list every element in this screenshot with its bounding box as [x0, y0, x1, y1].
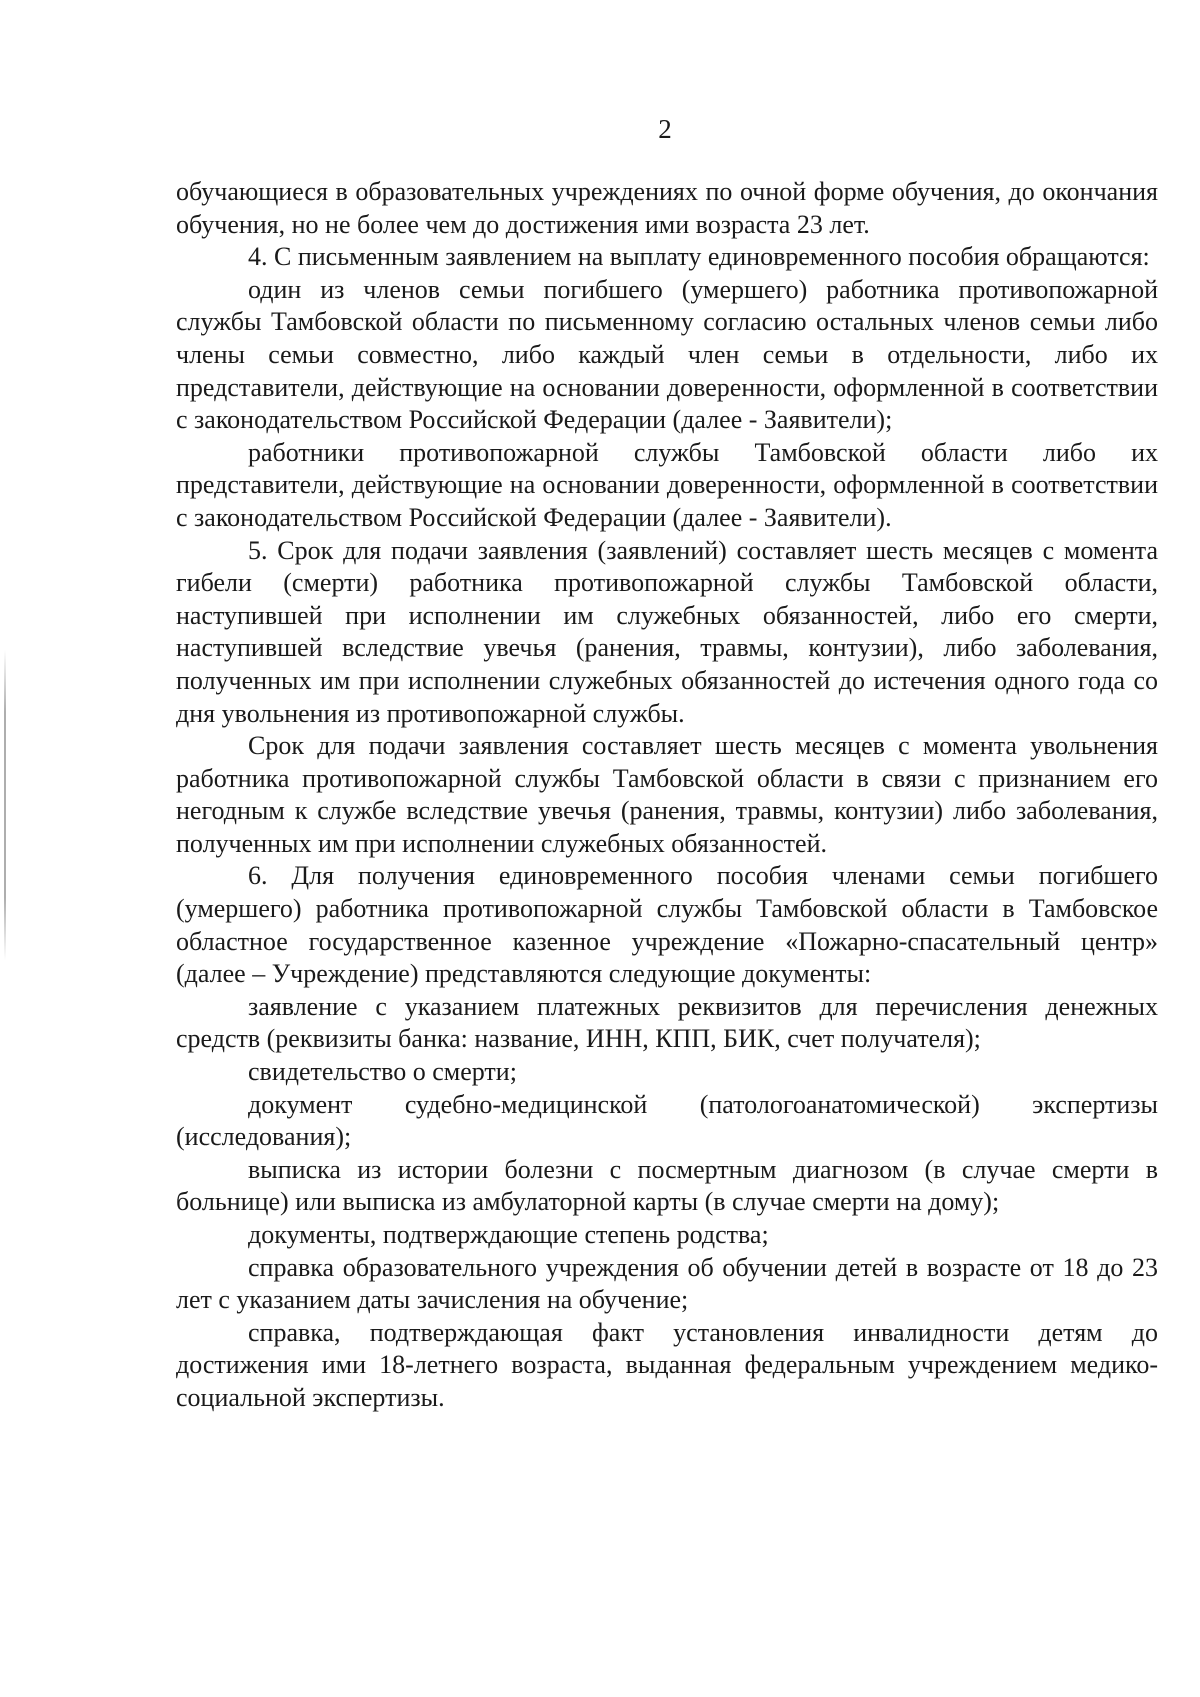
paragraph-workers: работники противопожарной службы Тамбовской области либо их представители, действующие на основании доверенности, оформленной в соответствии с законодательством Российской Федерации (далее - Заявители).	[176, 437, 1158, 532]
list-item-education-certificate: справка образовательного учреждения об обучении детей в возрасте от 18 до 23 лет с указанием даты зачисления на обучение;	[176, 1252, 1158, 1315]
paragraph-item-5: 5. Срок для подачи заявления (заявлений) составляет шесть месяцев с момента гибели (смерти) работника противопожарной службы Тамбовской области, наступившей при исполнении им служебных обязанностей, либо его смерти, наступившей вследствие увечья (ранения, травмы, контузии), либо заболевания, полученных им при исполнении служебных обязанностей до истечения одного года со дня увольнения из противопожарной службы.	[176, 535, 1158, 728]
list-item-medical-extract: выписка из истории болезни с посмертным диагнозом (в случае смерти в больнице) или выписка из амбулаторной карты (в случае смерти на дому);	[176, 1154, 1158, 1217]
paragraph-item-4: 4. С письменным заявлением на выплату единовременного пособия обращаются:	[248, 242, 1150, 272]
list-item-forensic-document: документ судебно-медицинской (патологоанатомической) экспертизы (исследования);	[176, 1089, 1158, 1152]
paragraph-continuation: обучающиеся в образовательных учреждениях по очной форме обучения, до окончания обучения, но не более чем до достижения ими возраста 23 лет.	[176, 177, 1158, 239]
paragraph-item-6: 6. Для получения единовременного пособия членами семьи погибшего (умершего) работника противопожарной службы Тамбовской области в Тамбовское областное государственное казенное учреждение «Пожарно-спасательный центр» (далее – Учреждение) представляются следующие документы:	[176, 861, 1158, 989]
paragraph-dismissal-term: Срок для подачи заявления составляет шесть месяцев с момента увольнения работника противопожарной службы Тамбовской области в связи с признанием его негодным к службе вследствие увечья (ранения, травмы, контузии) либо заболевания, полученных им при исполнении служебных обязанностей.	[176, 731, 1158, 858]
list-item-death-certificate: свидетельство о смерти;	[248, 1057, 517, 1087]
page-number: 2	[658, 114, 672, 144]
list-item-application: заявление с указанием платежных реквизитов для перечисления денежных средств (реквизиты банка: название, ИНН, КПП, БИК, счет получателя);	[176, 991, 1158, 1054]
list-item-disability-certificate: справка, подтверждающая факт установления инвалидности детям до достижения ими 18-летнего возраста, выданная федеральным учреждением медико-социальной экспертизы.	[176, 1317, 1158, 1412]
scan-binding-mark	[4, 650, 6, 960]
document-body	[176, 176, 1158, 1415]
list-item-kinship-documents: документы, подтверждающие степень родства;	[248, 1220, 769, 1249]
paragraph-family-member: один из членов семьи погибшего (умершего) работника противопожарной службы Тамбовской области по письменному согласию остальных членов семьи либо члены семьи совместно, либо каждый член семьи в отдельности, либо их представители, действующие на основании доверенности, оформленной в соответствии с законодательством Российской Федерации (далее - Заявители);	[176, 274, 1158, 435]
